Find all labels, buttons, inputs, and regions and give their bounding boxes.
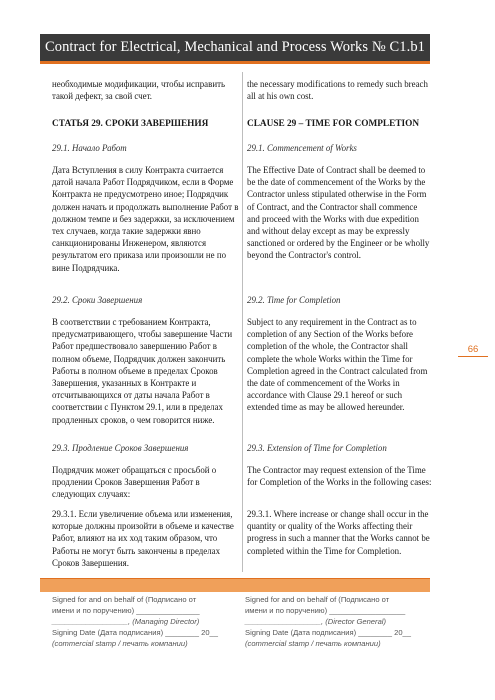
- signature-line: Signed for and on behalf of (Подписано от: [52, 595, 197, 604]
- text-row: [52, 142, 432, 164]
- text-row: [52, 508, 432, 570]
- footer-bar: [40, 578, 430, 592]
- signature-line: Signing Date (Дата подписания) ________ 20__: [52, 628, 218, 637]
- ru-clause-heading: СТАТЬЯ 29. СРОКИ ЗАВЕРШЕНИЯ: [52, 119, 209, 129]
- signature-line: __________________, (Managing Director): [52, 617, 200, 626]
- ru-subheading: 29.1. Начало Работ: [52, 143, 127, 153]
- page-header: [40, 34, 430, 64]
- en-paragraph: the necessary modifications to remedy such breach all at his own cost.: [247, 79, 428, 102]
- signature-line: имени и по поручению) __________________: [245, 606, 406, 615]
- ru-paragraph: необходимые модификации, чтобы исправить такой дефект, за свой счет.: [52, 79, 225, 102]
- header-title: Contract for Electrical, Mechanical and Process Works № C1.b1: [44, 39, 426, 55]
- text-row: [52, 118, 432, 142]
- text-row: [52, 464, 432, 508]
- en-paragraph: Subject to any requirement in the Contract as to completion of any Section of the Works before completion of the whole, the Contractor shall complete the whole Works within the Time for Completion agreed in the Contract calculated from the date of commencement of the Works in accordance with Clause 29.1 hereof or such extended time as may be allowed hereunder.: [247, 317, 428, 413]
- en-paragraph: The Effective Date of Contract shall be deemed to be the date of commencement of the Works by the Contractor unless stipulated otherwise in the Form of Contract, and the Contractor shall commence and proceed with the Works with due expedition and without delay except as may be expressly sanctioned or ordered by the Engineer or be wholly beyond the Contractor's control.: [247, 165, 430, 261]
- en-subheading: 29.1. Commencement of Works: [247, 143, 357, 153]
- text-row: [52, 442, 432, 464]
- signature-block: [52, 594, 432, 649]
- signature-left: [52, 594, 239, 649]
- ru-paragraph: 29.3.1. Если увеличение объема или изменения, которые должны произойти в объеме и качестве Работ, влияют на их ход таким образом, что Работы не могут быть закончены в пределах Сроков Завершения.: [52, 509, 234, 568]
- en-clause-heading: CLAUSE 29 – TIME FOR COMPLETION: [247, 119, 420, 129]
- en-subheading: 29.2. Time for Completion: [247, 295, 341, 305]
- text-row: [52, 78, 432, 118]
- ru-paragraph: В соответствии с требованием Контракта, предусматривающего, чтобы завершение Части Работ предшествовало завершению Работ в полном объеме, Подрядчик должен закончить Работы в полном объеме в пределах Сроков Завершения, указанных в Контракте и отсчитывающихся от даты начала Работ в соответствии с Пунктом 29.1, или в пределах продленных сроков, о чем говорится ниже.: [52, 317, 233, 425]
- signature-line: Signing Date (Дата подписания) ________ 20__: [245, 628, 411, 637]
- ru-paragraph: Дата Вступления в силу Контракта считается датой начала Работ Подрядчиком, если в Форме Контракта не предусмотрено иное; Подрядчик должен начать и продолжать выполнение Работ в должном темпе и без задержки, за исключением тех случаев, когда такие задержки явно санкционированы Инженером, являются результатом его приказа или произошли не по вине Подрядчика.: [52, 165, 239, 273]
- en-paragraph: 29.3.1. Where increase or change shall occur in the quantity or quality of the Works affecting their progress in such a manner that the Works cannot be completed within the Time for Completion.: [247, 509, 430, 556]
- bilingual-text: [52, 78, 432, 570]
- signature-line: (commercial stamp / печать компании): [245, 639, 381, 648]
- page-number: 66: [458, 344, 488, 357]
- text-row: [52, 294, 432, 316]
- signature-line: (commercial stamp / печать компании): [52, 639, 188, 648]
- signature-line: __________________, (Director General): [245, 617, 387, 626]
- ru-subheading: 29.2. Сроки Завершения: [52, 295, 143, 305]
- ru-paragraph: Подрядчик может обращаться с просьбой о продлении Сроков Завершения Работ в следующих случаях:: [52, 465, 217, 500]
- en-subheading: 29.3. Extension of Time for Completion: [247, 443, 387, 453]
- signature-line: Signed for and on behalf of (Подписано от: [245, 595, 390, 604]
- text-row: [52, 316, 432, 442]
- text-row: [52, 164, 432, 294]
- signature-line: имени и по поручению) _______________: [52, 606, 200, 615]
- en-paragraph: The Contractor may request extension of the Time for Completion of the Works in the following cases:: [247, 465, 432, 488]
- signature-right: [245, 594, 432, 649]
- ru-subheading: 29.3. Продление Сроков Завершения: [52, 443, 189, 453]
